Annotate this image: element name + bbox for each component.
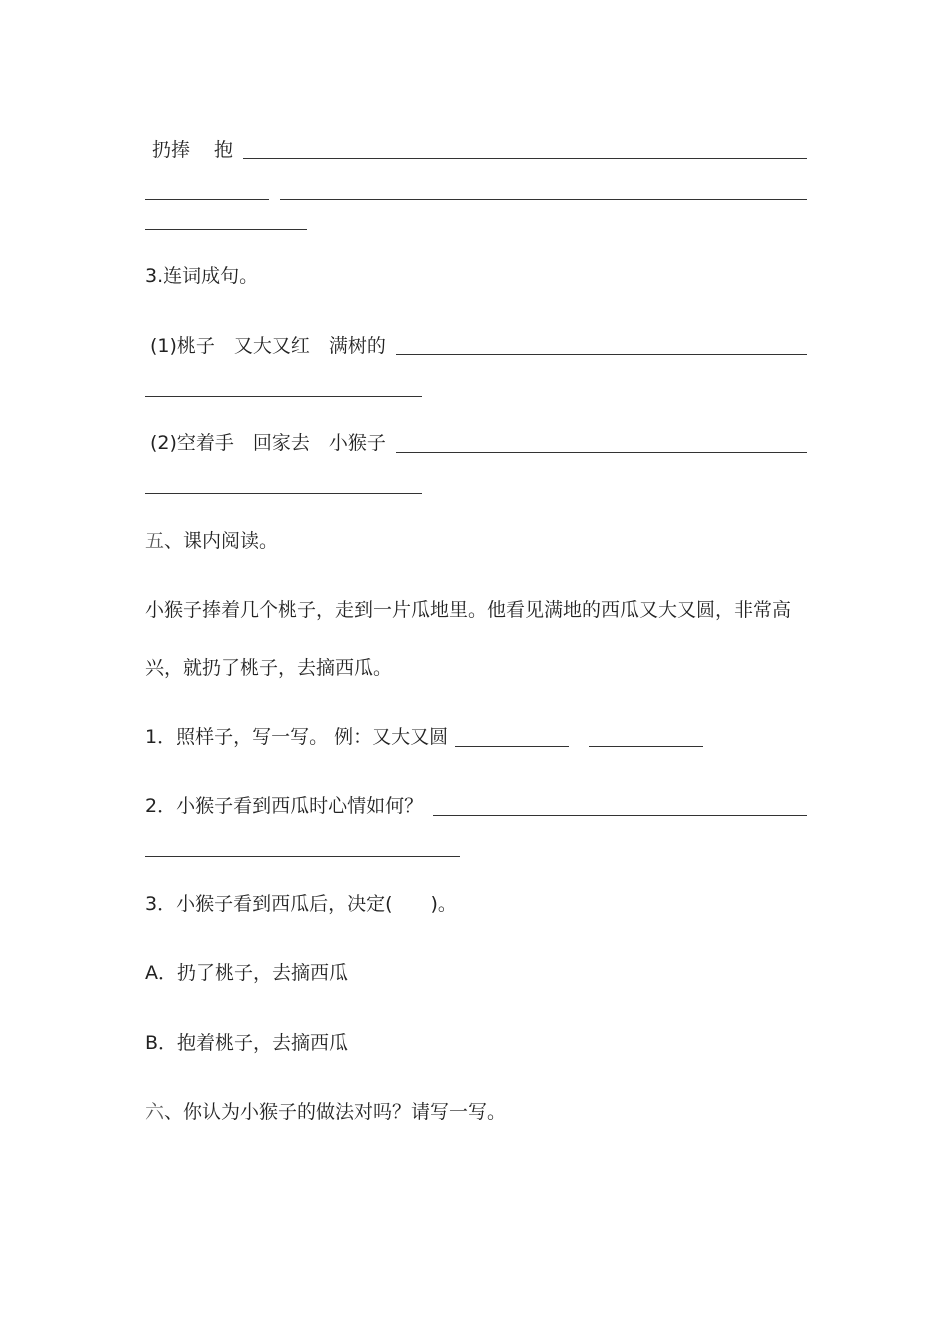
answer-blank-line[interactable]: [145, 856, 460, 857]
answer-blank-line[interactable]: [433, 815, 807, 816]
option-a[interactable]: A．扔了桃子，去摘西瓜: [145, 962, 348, 984]
answer-blank-line[interactable]: [243, 158, 807, 159]
passage-line: 小猴子捧着几个桃子，走到一片瓜地里。他看见满地的西瓜又大又圆，非常高: [145, 599, 792, 621]
answer-blank-line[interactable]: [145, 229, 307, 230]
sentence-2-words: (2)空着手 回家去 小猴子: [150, 432, 386, 454]
passage-line: 兴，就扔了桃子，去摘西瓜。: [145, 657, 393, 679]
section-number: 五: [145, 530, 165, 552]
reading-question-1: 1．照样子，写一写。 例：又大又圆: [145, 726, 449, 748]
section-heading: [145, 532, 278, 551]
question-title: 3.连词成句。: [145, 265, 259, 287]
answer-blank-line[interactable]: [396, 452, 807, 453]
section-title: 、你认为小猴子的做法对吗？请写一写。: [164, 1101, 507, 1123]
reading-question-2: 2．小猴子看到西瓜时心情如何？: [145, 795, 424, 817]
word-reng-peng: 扔捧: [152, 139, 191, 161]
option-b[interactable]: B．抱着桃子，去摘西瓜: [145, 1032, 349, 1054]
word-bao: 抱: [214, 139, 234, 161]
answer-blank-line[interactable]: [145, 199, 269, 200]
section-number: 六: [145, 1101, 165, 1123]
answer-blank-line[interactable]: [145, 396, 422, 397]
sentence-1-words: (1)桃子 又大又红 满树的: [150, 335, 386, 357]
answer-blank-line[interactable]: [396, 354, 807, 355]
section-heading: [145, 1103, 506, 1122]
answer-blank-line[interactable]: [589, 746, 703, 747]
reading-question-3: 3．小猴子看到西瓜后，决定( )。: [145, 893, 457, 915]
answer-blank-line[interactable]: [145, 493, 422, 494]
answer-blank-line[interactable]: [280, 199, 807, 200]
section-title: 、课内阅读。: [164, 530, 279, 552]
answer-blank-line[interactable]: [455, 746, 569, 747]
